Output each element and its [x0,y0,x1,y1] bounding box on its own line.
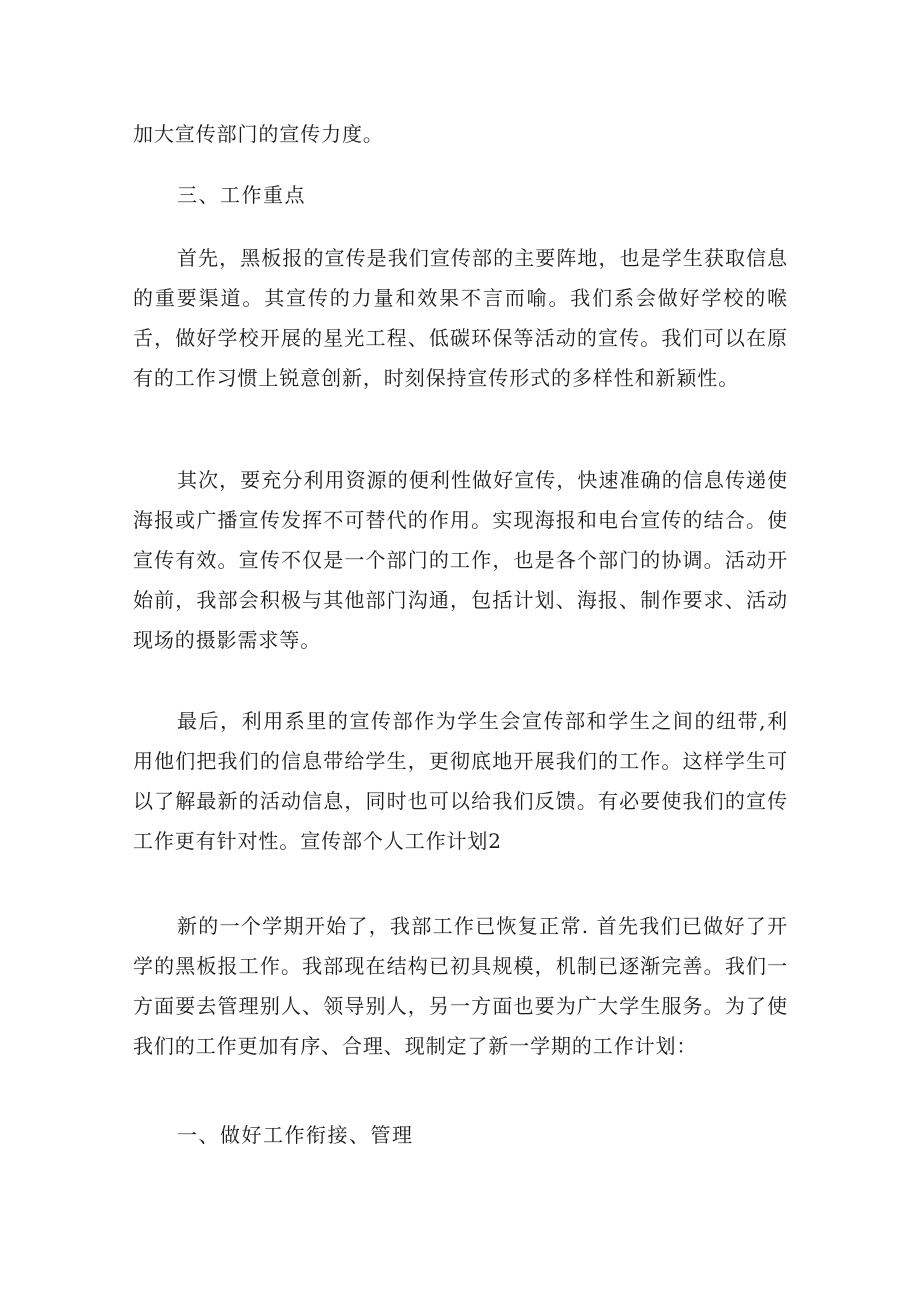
paragraph-first: 首先，黑板报的宣传是我们宣传部的主要阵地，也是学生获取信息的重要渠道。其宣传的力量和效果不言而喻。我们系会做好学校的喉舌，做好学校开展的星光工程、低碳环保等活动的宣传。我们可以在原有的工作习惯上锐意创新，时刻保持宣传形式的多样性和新颖性。 [133,246,788,390]
paragraph-second: 其次，要充分利用资源的便利性做好宣传，快速准确的信息传递使海报或广播宣传发挥不可替代的作用。实现海报和电台宣传的结合。使宣传有效。宣传不仅是一个部门的工作，也是各个部门的协调。活动开始前，我部会积极与其他部门沟通，包括计划、海报、制作要求、活动现场的摄影需求等。 [133,468,788,652]
paragraph-last: 最后，利用系里的宣传部作为学生会宣传部和学生之间的纽带,利用他们把我们的信息带给学生，更彻底地开展我们的工作。这样学生可以了解最新的活动信息，同时也可以给我们反馈。有必要使我们的宣传工作更有针对性。宣传部个人工作计划2 [133,709,788,853]
section-one-heading: 一、做好工作衔接、管理 [177,1123,414,1147]
continuation-line: 加大宣传部门的宣传力度。 [133,122,384,146]
section-three-heading: 三、工作重点 [177,183,306,207]
paragraph-new-term: 新的一个学期开始了，我部工作已恢复正常. 首先我们已做好了开学的黑板报工作。我部现在结构已初具规模，机制已逐渐完善。我们一方面要去管理别人、领导别人，另一方面也要为广大学生服务。为了使我们的工作更加有序、合理、现制定了新一学期的工作计划： [133,914,788,1058]
